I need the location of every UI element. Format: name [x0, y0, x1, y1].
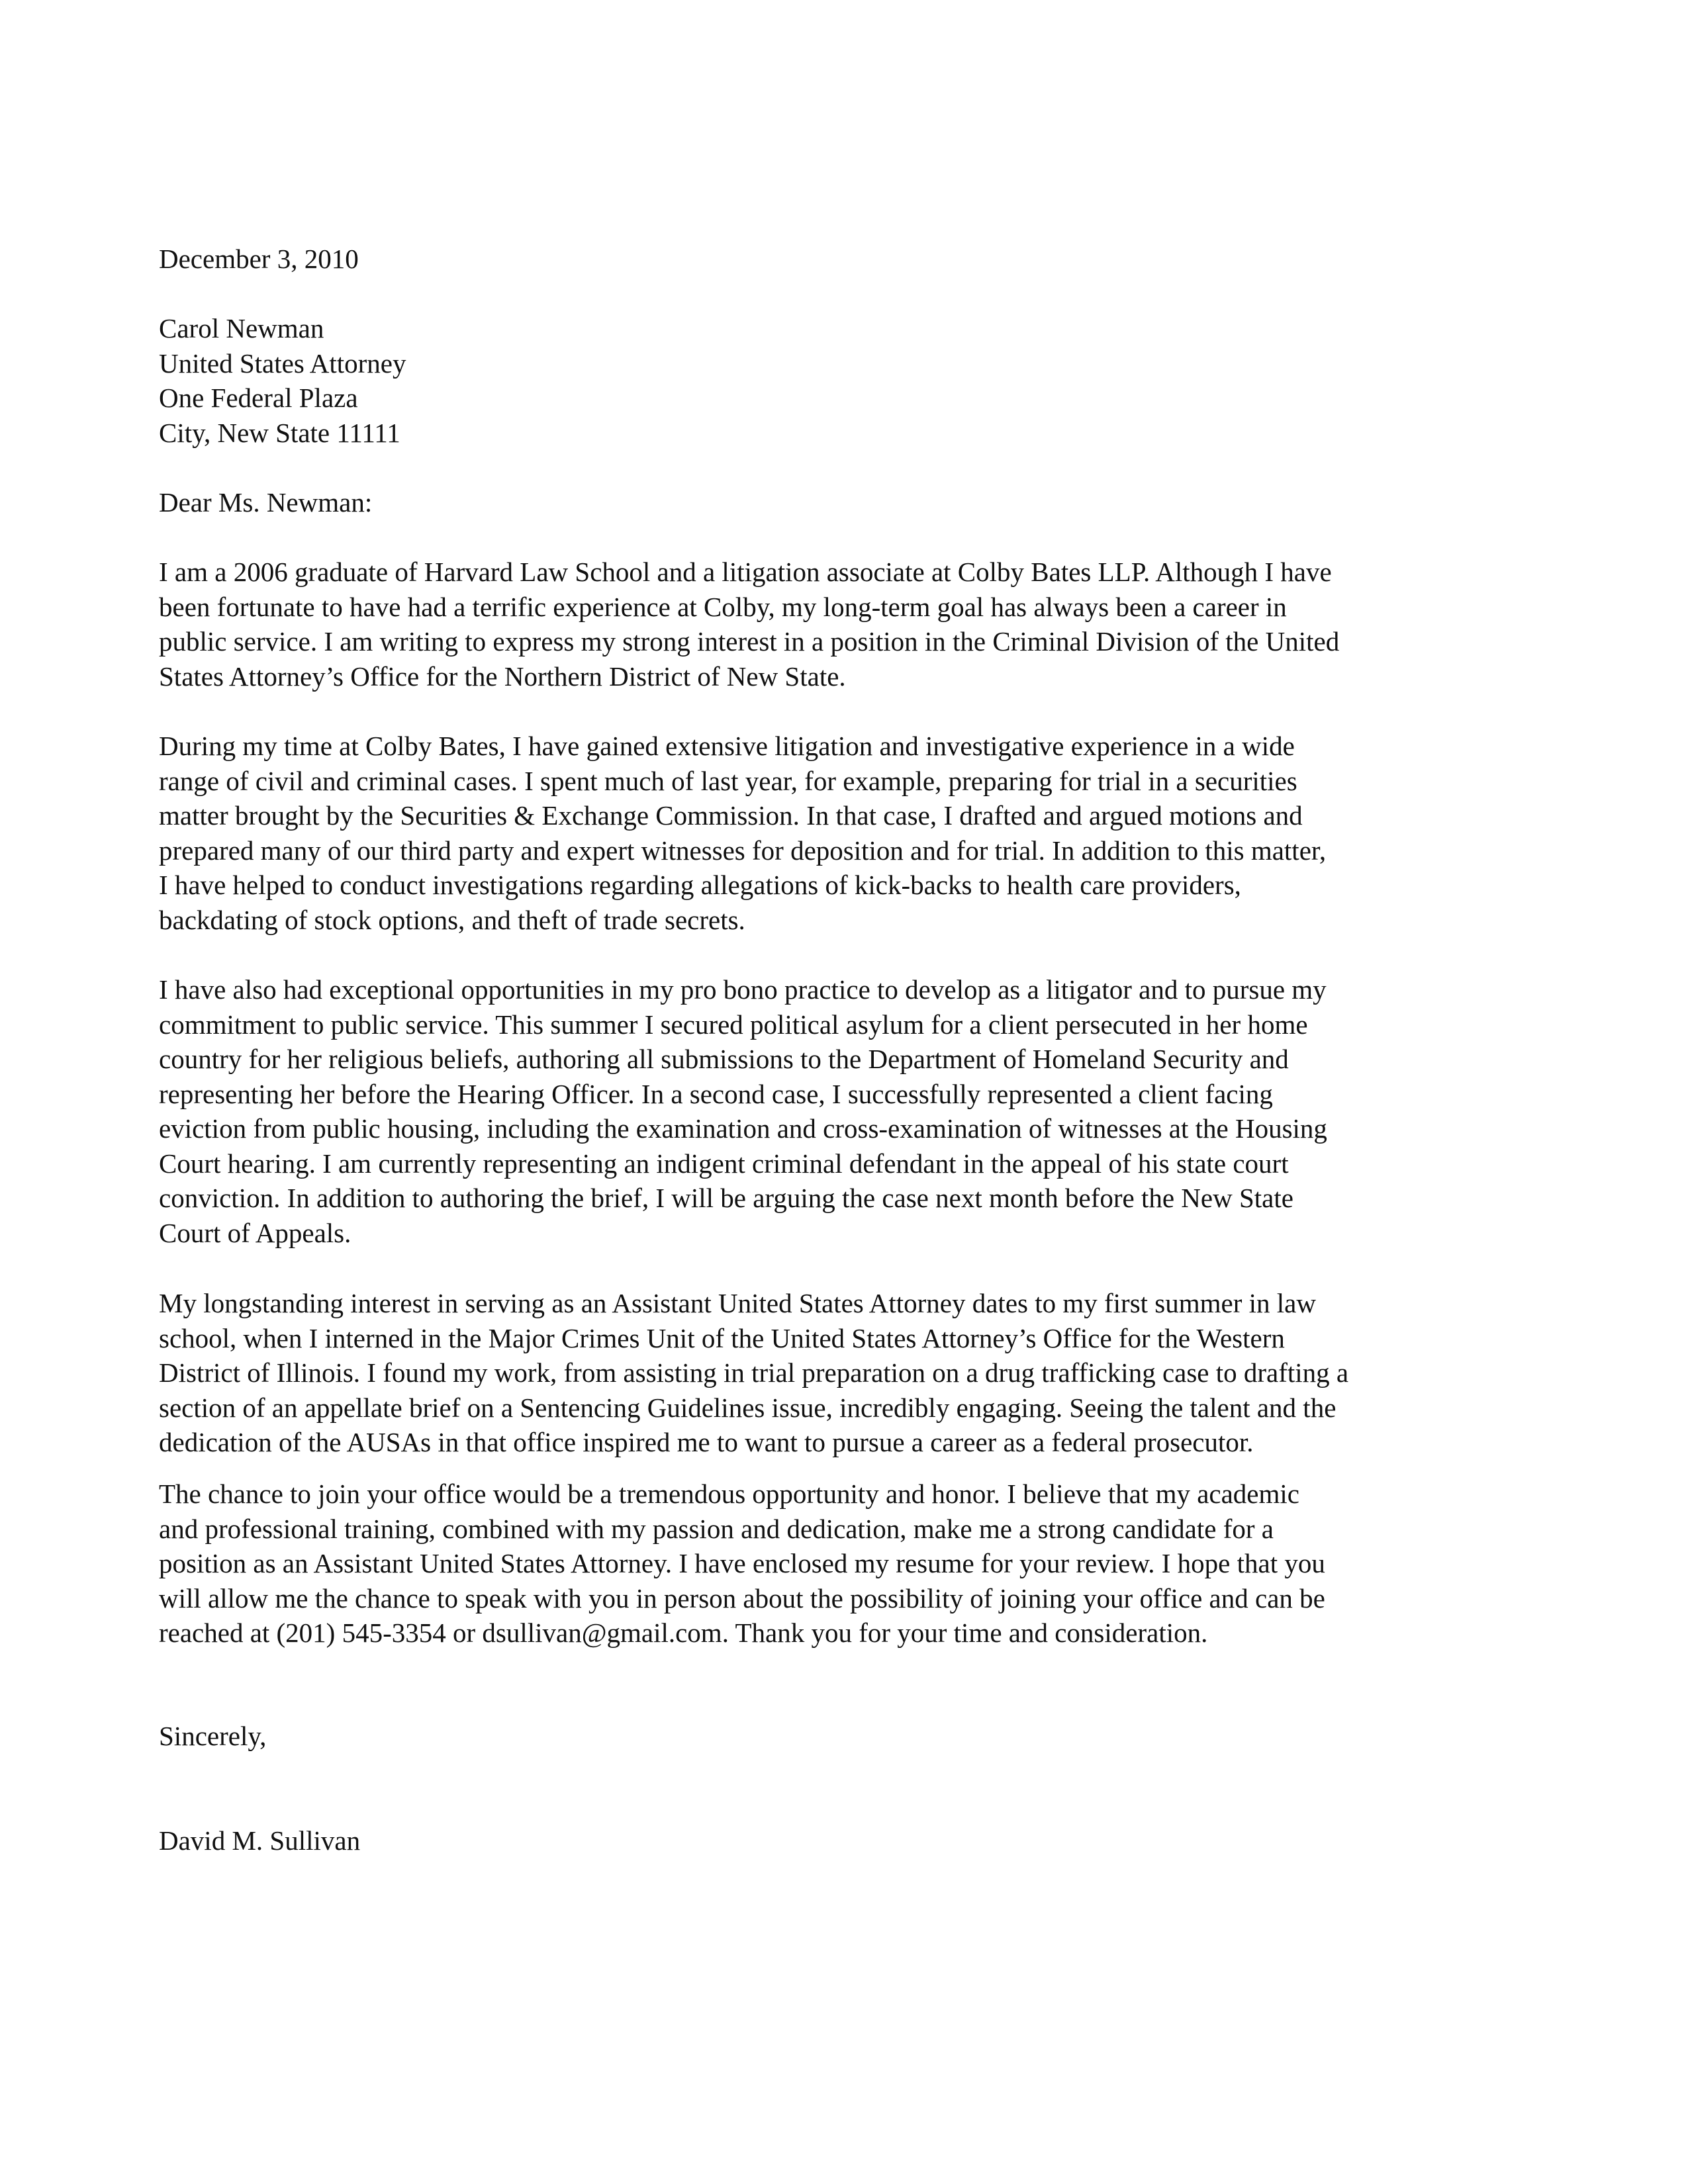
paragraph-line: District of Illinois. I found my work, from assisting in trial preparation on a drug trafficking case to drafting a	[159, 1357, 1349, 1388]
paragraph-line: will allow me the chance to speak with you in person about the possibility of joining your office and can be	[159, 1582, 1325, 1614]
paragraph-line: I have also had exceptional opportunities in my pro bono practice to develop as a litigator and to pursue my	[159, 974, 1327, 1005]
signature	[159, 1823, 360, 1858]
salutation	[159, 485, 372, 520]
paragraph-line: position as an Assistant United States Attorney. I have enclosed my resume for your review. I hope that you	[159, 1548, 1325, 1578]
letter-date	[159, 242, 359, 277]
paragraph-line: dedication of the AUSAs in that office inspired me to want to pursue a career as a federal prosecutor.	[159, 1427, 1254, 1457]
paragraph-line: eviction from public housing, including the examination and cross-examination of witnesses at the Housing	[159, 1113, 1327, 1144]
closing-text: Sincerely,	[159, 1721, 267, 1751]
paragraph-line: backdating of stock options, and theft of trade secrets.	[159, 904, 745, 935]
recipient-street: One Federal Plaza	[159, 383, 358, 413]
recipient-address	[159, 311, 406, 450]
paragraph-line: public service. I am writing to express my strong interest in a position in the Criminal Division of the United	[159, 626, 1340, 657]
paragraph-line: been fortunate to have had a terrific experience at Colby, my long-term goal has always been a career in	[159, 591, 1287, 622]
paragraph-line: school, when I interned in the Major Crimes Unit of the United States Attorney’s Office for the Western	[159, 1322, 1285, 1353]
paragraph-line: conviction. In addition to authoring the brief, I will be arguing the case next month before the New State	[159, 1183, 1293, 1213]
paragraph-line: prepared many of our third party and expert witnesses for deposition and for trial. In addition to this matter,	[159, 835, 1327, 866]
paragraph-line: reached at (201) 545-3354 or dsullivan@gmail.com. Thank you for your time and consideration.	[159, 1617, 1208, 1648]
paragraph-line: commitment to public service. This summer I secured political asylum for a client persecuted in her home	[159, 1009, 1308, 1040]
paragraph-line: matter brought by the Securities & Exchange Commission. In that case, I drafted and argued motions and	[159, 800, 1303, 831]
recipient-name: Carol Newman	[159, 313, 324, 343]
paragraph-line: range of civil and criminal cases. I spent much of last year, for example, preparing for trial in a securities	[159, 765, 1297, 796]
paragraph-line: representing her before the Hearing Officer. In a second case, I successfully represented a client facing	[159, 1078, 1273, 1109]
salutation-text: Dear Ms. Newman:	[159, 487, 373, 518]
paragraph-line: country for her religious beliefs, authoring all submissions to the Department of Homeland Security and	[159, 1044, 1289, 1074]
paragraph-line: States Attorney’s Office for the Northern District of New State.	[159, 660, 846, 692]
body-paragraph-5	[159, 1477, 1325, 1651]
paragraph-line: section of an appellate brief on a Sentencing Guidelines issue, incredibly engaging. Seeing the talent and the	[159, 1392, 1336, 1423]
recipient-city: City, New State 11111	[159, 417, 400, 448]
body-paragraph-4	[159, 1286, 1348, 1460]
closing	[159, 1719, 266, 1754]
paragraph-line: Court hearing. I am currently representing an indigent criminal defendant in the appeal of his state court	[159, 1148, 1289, 1179]
paragraph-line: My longstanding interest in serving as an Assistant United States Attorney dates to my first summer in law	[159, 1288, 1316, 1318]
paragraph-line: The chance to join your office would be a tremendous opportunity and honor. I believe that my academic	[159, 1479, 1299, 1509]
body-paragraph-3	[159, 972, 1327, 1250]
body-paragraph-2	[159, 729, 1326, 937]
paragraph-line: I am a 2006 graduate of Harvard Law School and a litigation associate at Colby Bates LLP. Although I have	[159, 557, 1332, 587]
recipient-title: United States Attorney	[159, 347, 406, 379]
signature-name: David M. Sullivan	[159, 1825, 361, 1856]
paragraph-line: During my time at Colby Bates, I have gained extensive litigation and investigative experience in a wide	[159, 731, 1295, 761]
date-text: December 3, 2010	[159, 244, 359, 274]
paragraph-line: I have helped to conduct investigations regarding allegations of kick-backs to health care providers,	[159, 870, 1241, 900]
paragraph-line: Court of Appeals.	[159, 1217, 352, 1248]
paragraph-line: and professional training, combined with my passion and dedication, make me a strong candidate for a	[159, 1513, 1274, 1544]
body-paragraph-1	[159, 555, 1339, 694]
